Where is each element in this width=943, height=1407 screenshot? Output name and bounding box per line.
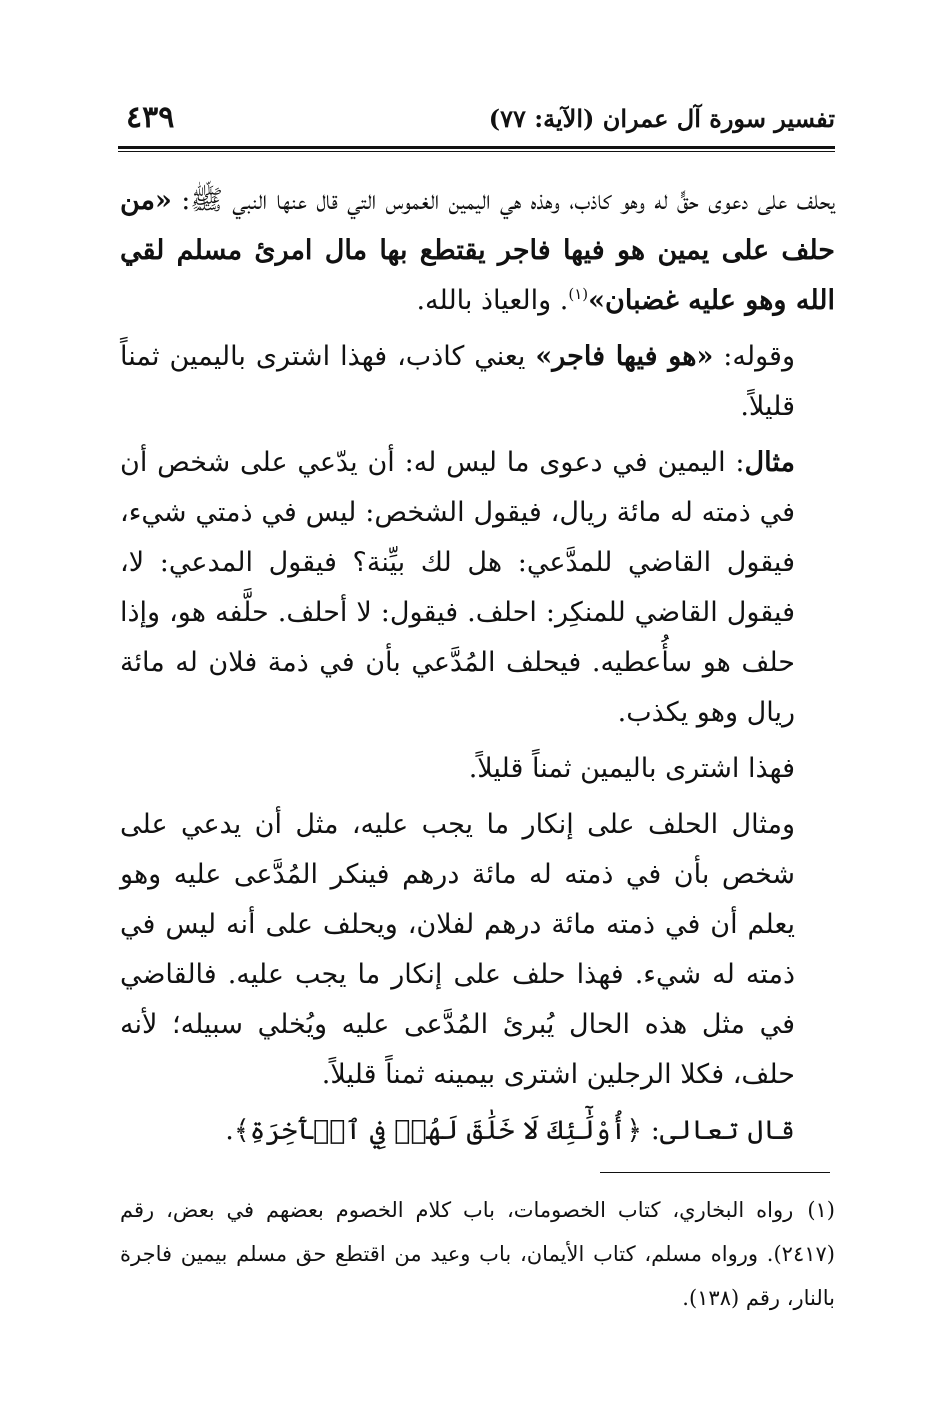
paragraph-1-text-a: يحلف على دعوى حقٍّ له وهو كاذب، وهذه هي اليمين الغموس التي قال عنها النبي ﷺ: [171, 185, 835, 216]
header-rule [118, 146, 835, 149]
page-number: ٤٣٩ [126, 100, 175, 135]
footnote-1-marker: (١) [807, 1198, 835, 1222]
paragraph-2-text-b: يعني كاذب، فهذا اشترى باليمين ثمناً قليلاً. [120, 341, 795, 422]
paragraph-6 [120, 1106, 835, 1156]
paragraph-3 [120, 438, 835, 738]
quoted-phrase: «هو فيها فاجر» [535, 341, 714, 372]
paragraph-4: فهذا اشترى باليمين ثمناً قليلاً. [468, 753, 795, 784]
paragraph-6-text-a: قال تعالى: [642, 1115, 795, 1146]
quran-verse: ﴿أُوْلَٰٓئِكَ لَا خَلَٰقَ لَهُمۡ فِي ٱلۡأٓخِرَةِ﴾ [233, 1115, 643, 1146]
header-rule-thin [118, 151, 835, 152]
footnote-1 [120, 1188, 835, 1320]
footnote-ref: (١) [568, 285, 589, 303]
footnote-1-text: رواه البخاري، كتاب الخصومات، باب كلام الخصوم بعضهم في بعض، رقم (٢٤١٧). ورواه مسلم، كتاب الأيمان، باب وعيد من اقتطع حق مسلم بيمين فاجرة بالنار، رقم (١٣٨). [120, 1198, 835, 1310]
paragraph-2-text-a: وقوله: [713, 341, 795, 372]
footnotes [120, 1188, 835, 1320]
main-text [120, 176, 835, 1162]
page-header [118, 100, 835, 144]
hadith-quote: «من حلف على يمين هو فيها فاجر يقتطع بها مال امرئ مسلم لقي الله وهو عليه غضبان» [120, 185, 835, 316]
paragraph-1-text-b: . والعياذ بالله. [416, 285, 569, 316]
paragraph-1 [120, 176, 835, 326]
paragraph-3-text: : اليمين في دعوى ما ليس له: أن يدّعي على شخص أن في ذمته له مائة ريال، فيقول الشخص: ليس في ذمتي شيء، فيقول القاضي للمدَّعي: هل لك بيِّنة؟ فيقول المدعي: لا، فيقول القاضي للمنكِر: احلف. فيقول: لا أحلف. حلَّفه هو، وإذا حلف هو سأُعطيه. فيحلف المُدَّعي بأن في ذمة فلان له مائة ريال وهو يكذب. [120, 447, 795, 728]
paragraph-5: ومثال الحلف على إنكار ما يجب عليه، مثل أن يدعي على شخص بأن في ذمته له مائة درهم فينكر المُدَّعى عليه وهو يعلم أن في ذمته مائة درهم لفلان، ويحلف على أنه ليس في ذمته له شيء. فهذا حلف على إنكار ما يجب عليه. فالقاضي في مثل هذه الحال يُبرئ المُدَّعى عليه ويُخلي سبيله؛ لأنه حلف، فكلا الرجلين اشترى بيمينه ثمناً قليلاً. [120, 809, 795, 1090]
running-title: تفسير سورة آل عمران (الآية: ٧٧) [488, 104, 835, 133]
example-label: مثال [744, 447, 795, 478]
paragraph-6-text-b: . [225, 1115, 234, 1146]
paragraph-2 [120, 332, 835, 432]
footnote-separator [600, 1172, 830, 1173]
